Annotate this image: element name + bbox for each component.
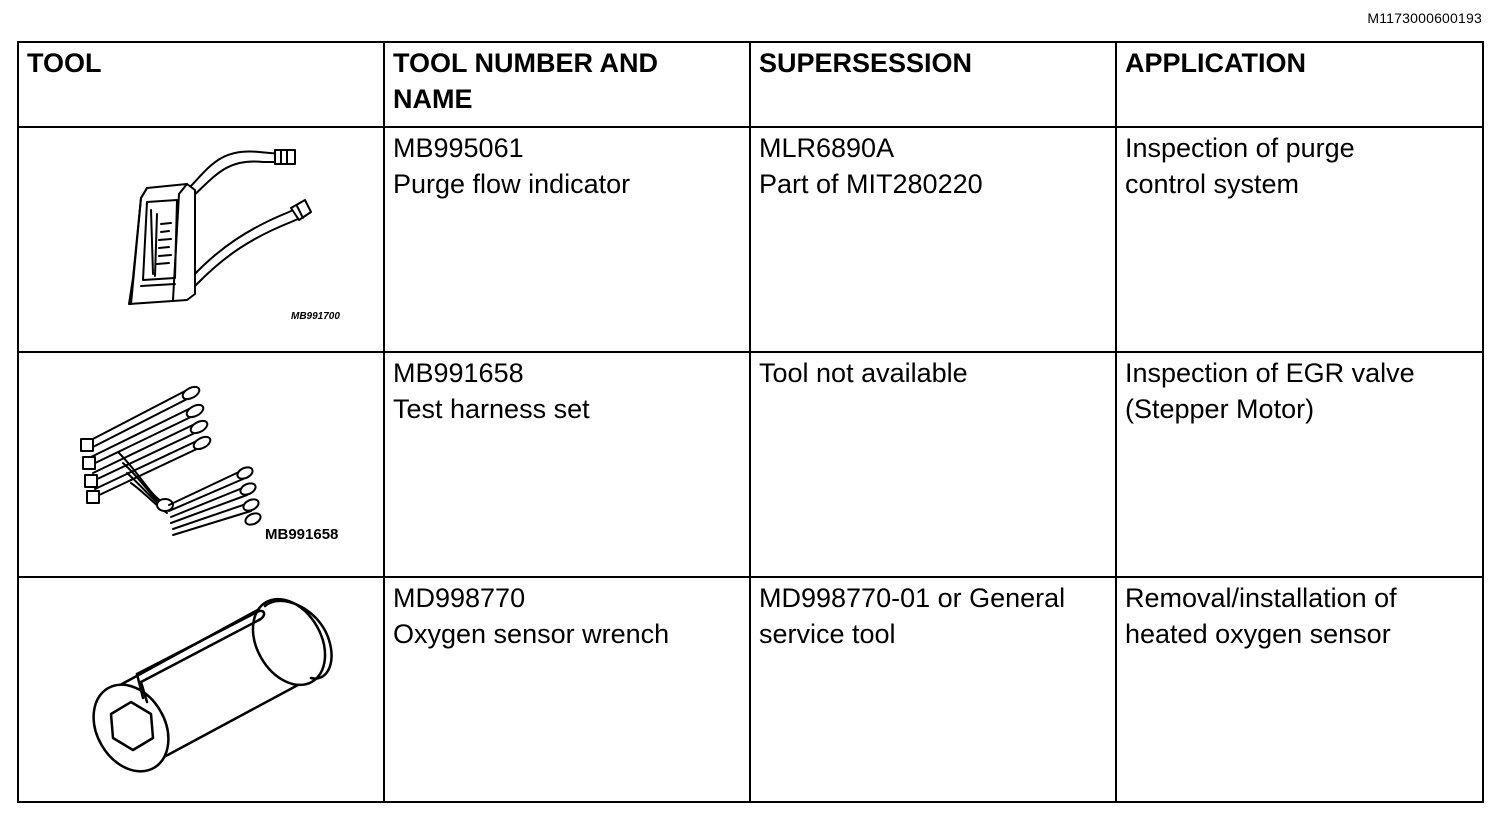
application-cell [1116,577,1483,802]
application-line1: Removal/installation of [1125,583,1397,613]
tool-image-cell [18,127,384,352]
tool-name: Test harness set [393,394,590,424]
application-line1: Inspection of EGR valve [1125,358,1415,388]
figure-label: MB991700 [291,311,340,322]
oxygen-sensor-wrench-illustration [19,578,385,799]
header-tool-number-and-name [384,42,750,127]
supersession-cell [750,352,1116,577]
supersession-line2: Part of MIT280220 [759,169,983,199]
figure-label: MB991658 [265,526,339,543]
tool-image-cell [18,577,384,802]
application-line2: heated oxygen sensor [1125,619,1391,649]
header-supersession: SUPERSESSION [750,42,1116,127]
special-tools-table [17,41,1484,803]
supersession-line1: Tool not available [759,358,968,388]
application-cell [1116,352,1483,577]
header-tool: TOOL [18,42,384,127]
tool-number-name-cell [384,352,750,577]
tool-number: MB991658 [393,358,524,388]
tool-number: MB995061 [393,133,524,163]
supersession-cell [750,127,1116,352]
table-row [18,577,1483,802]
application-line1: Inspection of purge [1125,133,1355,163]
table-row [18,352,1483,577]
supersession-line2: service tool [759,619,896,649]
tool-name: Purge flow indicator [393,169,631,199]
tool-number: MD998770 [393,583,526,613]
application-line2: control system [1125,169,1300,199]
table-header-row [18,42,1483,127]
supersession-line1: MLR6890A [759,133,895,163]
document-id: M1173000600193 [1367,10,1482,26]
tool-name: Oxygen sensor wrench [393,619,670,649]
header-application: APPLICATION [1116,42,1483,127]
tool-number-name-cell [384,127,750,352]
supersession-line1: MD998770-01 or General [759,583,1066,613]
supersession-cell [750,577,1116,802]
application-line2: (Stepper Motor) [1125,394,1315,424]
tool-number-name-cell [384,577,750,802]
header-tool-number-line1: TOOL NUMBER AND [393,48,659,78]
application-cell [1116,127,1483,352]
header-tool-number-line2: NAME [393,84,473,114]
table-row [18,127,1483,352]
tool-image-cell [18,352,384,577]
